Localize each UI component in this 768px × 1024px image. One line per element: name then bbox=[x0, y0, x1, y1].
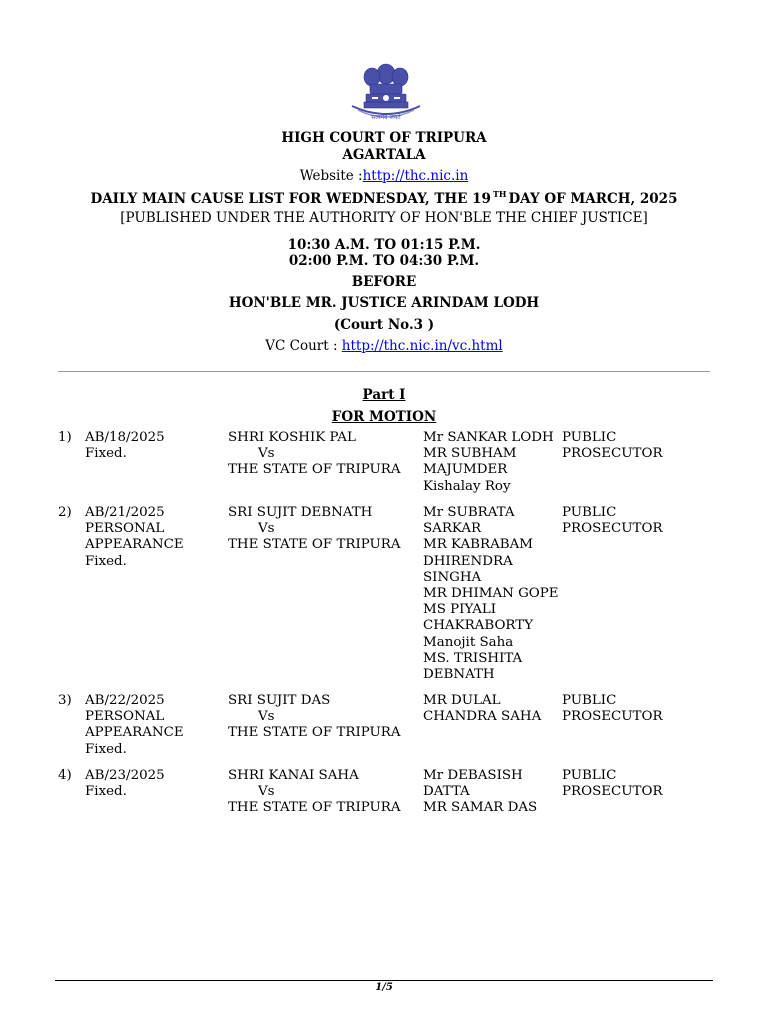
page-number: 1/5 bbox=[375, 982, 393, 993]
advocate-line: DHIRENDRA bbox=[423, 553, 513, 569]
case-number-index: 2) bbox=[58, 505, 72, 520]
case-note: APPEARANCE bbox=[85, 725, 184, 741]
case-number: AB/21/2025 bbox=[85, 505, 165, 520]
case-details bbox=[85, 430, 165, 462]
advocate-line: Mr SUBRATA bbox=[423, 505, 515, 520]
respondent-counsel-line: PROSECUTOR bbox=[562, 784, 663, 800]
case-details bbox=[85, 768, 165, 800]
respondent-counsel bbox=[562, 768, 663, 800]
versus-label: Vs bbox=[258, 784, 275, 800]
respondent-counsel-line: PUBLIC bbox=[562, 693, 617, 708]
case-note: APPEARANCE bbox=[85, 537, 184, 553]
court-name: HIGH COURT OF TRIPURA bbox=[281, 130, 487, 146]
petitioner-advocates bbox=[423, 430, 558, 495]
petitioner-name: SRI SUJIT DAS bbox=[228, 693, 331, 708]
motion-heading: FOR MOTION bbox=[331, 409, 437, 425]
advocate-line: MR KABRABAM bbox=[423, 537, 533, 553]
respondent-name: THE STATE OF TRIPURA bbox=[228, 725, 401, 741]
case-status: Fixed. bbox=[85, 446, 127, 462]
case-status: Fixed. bbox=[85, 741, 127, 757]
petitioner-advocates bbox=[423, 505, 558, 683]
case-details bbox=[85, 505, 184, 570]
cause-list-suffix: DAY OF MARCH, 2025 bbox=[508, 191, 678, 207]
respondent-counsel-line: PROSECUTOR bbox=[562, 709, 663, 725]
advocate-line: MS PIYALI bbox=[423, 602, 497, 618]
respondent-name: THE STATE OF TRIPURA bbox=[228, 462, 401, 478]
respondent-counsel-line: PROSECUTOR bbox=[562, 521, 663, 537]
versus-label: Vs bbox=[258, 521, 275, 537]
cause-list-prefix: DAILY MAIN CAUSE LIST FOR WEDNESDAY, THE 19 bbox=[90, 191, 491, 207]
cause-list-sup: TH bbox=[492, 189, 507, 199]
respondent-counsel bbox=[562, 430, 663, 462]
case-number-index: 1) bbox=[58, 430, 72, 445]
respondent-counsel bbox=[562, 693, 663, 725]
case-number: AB/22/2025 bbox=[85, 693, 165, 708]
session-time-2: 02:00 P.M. TO 04:30 P.M. bbox=[288, 253, 480, 269]
respondent-name: THE STATE OF TRIPURA bbox=[228, 800, 401, 816]
advocate-line: MR SUBHAM bbox=[423, 446, 517, 462]
case-status: Fixed. bbox=[85, 784, 127, 800]
case-number-index: 4) bbox=[58, 768, 72, 783]
respondent-counsel-line: PUBLIC bbox=[562, 430, 617, 445]
petitioner-name: SHRI KOSHIK PAL bbox=[228, 430, 356, 445]
case-status: Fixed. bbox=[85, 553, 127, 569]
advocate-line: DEBNATH bbox=[423, 667, 495, 683]
petitioner-name: SHRI KANAI SAHA bbox=[228, 768, 359, 783]
advocate-line: SINGHA bbox=[423, 569, 482, 585]
case-number: AB/18/2025 bbox=[85, 430, 165, 445]
advocate-line: CHAKRABORTY bbox=[423, 618, 534, 634]
case-details bbox=[85, 693, 184, 758]
vc-court-label: VC Court : bbox=[265, 338, 342, 354]
before-label: BEFORE bbox=[351, 274, 417, 290]
website-line bbox=[0, 168, 768, 184]
advocate-line: MS. TRISHITA bbox=[423, 650, 523, 666]
vc-court-link[interactable]: http://thc.nic.in/vc.html bbox=[341, 338, 503, 354]
case-parties bbox=[228, 505, 401, 554]
advocate-line: Manojit Saha bbox=[423, 634, 514, 650]
judge-name: HON'BLE MR. JUSTICE ARINDAM LODH bbox=[228, 295, 540, 311]
versus-label: Vs bbox=[258, 446, 275, 462]
vc-court-line bbox=[0, 338, 768, 354]
emblem-motto: सत्यमेव जयते bbox=[371, 114, 401, 121]
session-time-1: 10:30 A.M. TO 01:15 P.M. bbox=[287, 237, 481, 253]
respondent-counsel-line: PUBLIC bbox=[562, 768, 617, 783]
national-emblem-icon bbox=[348, 60, 424, 126]
respondent-counsel bbox=[562, 505, 663, 537]
advocate-line: MR DHIMAN GOPE bbox=[423, 586, 559, 602]
cause-list-title bbox=[0, 189, 768, 207]
court-number: (Court No.3 ) bbox=[333, 317, 435, 333]
part-heading: Part I bbox=[362, 387, 406, 403]
case-number: AB/23/2025 bbox=[85, 768, 165, 783]
respondent-counsel-line: PROSECUTOR bbox=[562, 446, 663, 462]
advocate-line: MAJUMDER bbox=[423, 462, 508, 478]
petitioner-advocates bbox=[423, 693, 558, 725]
respondent-counsel-line: PUBLIC bbox=[562, 505, 617, 520]
header-divider bbox=[58, 371, 710, 372]
advocate-line: SARKAR bbox=[423, 521, 482, 537]
footer-divider bbox=[55, 980, 713, 981]
case-parties bbox=[228, 430, 401, 479]
website-link[interactable]: http://thc.nic.in bbox=[362, 168, 469, 184]
case-parties bbox=[228, 768, 401, 817]
advocate-line: Mr SANKAR LODH bbox=[423, 430, 554, 445]
website-label: Website : bbox=[299, 168, 363, 184]
case-note: PERSONAL bbox=[85, 521, 165, 537]
respondent-name: THE STATE OF TRIPURA bbox=[228, 537, 401, 553]
advocate-line: DATTA bbox=[423, 784, 470, 800]
advocate-line: MR SAMAR DAS bbox=[423, 800, 538, 816]
case-number-index: 3) bbox=[58, 693, 72, 708]
case-parties bbox=[228, 693, 401, 742]
advocate-line: CHANDRA SAHA bbox=[423, 709, 542, 725]
advocate-line: Kishalay Roy bbox=[423, 478, 511, 494]
advocate-line: MR DULAL bbox=[423, 693, 501, 708]
case-note: PERSONAL bbox=[85, 709, 165, 725]
petitioner-advocates bbox=[423, 768, 558, 817]
authority-line: [PUBLISHED UNDER THE AUTHORITY OF HON'BLE THE CHIEF JUSTICE] bbox=[120, 210, 648, 226]
petitioner-name: SRI SUJIT DEBNATH bbox=[228, 505, 373, 520]
court-city: AGARTALA bbox=[342, 147, 426, 163]
versus-label: Vs bbox=[258, 709, 275, 725]
advocate-line: Mr DEBASISH bbox=[423, 768, 523, 783]
